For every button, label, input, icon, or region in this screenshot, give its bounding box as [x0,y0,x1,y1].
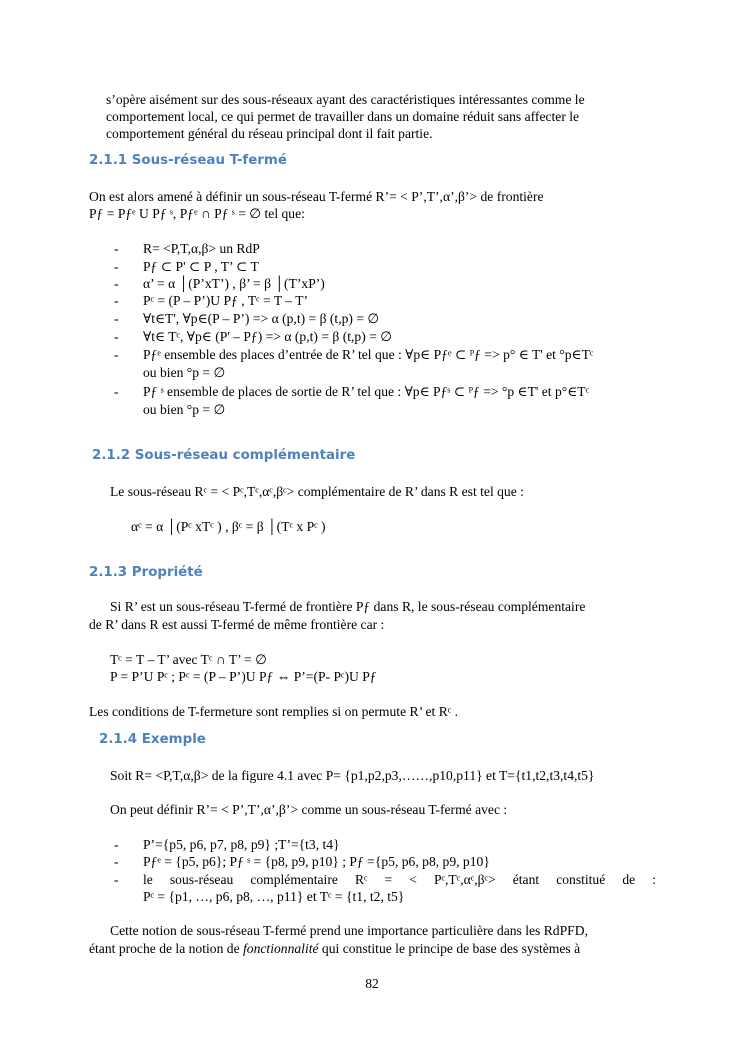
list-bullet: - [114,854,119,869]
word: Rᶜ [354,872,368,887]
list-bullet: - [114,311,119,326]
text-run: qui constitue le principe de base des systèmes à [318,941,581,956]
section-heading-2-1-4: 2.1.4 Exemple [99,732,206,747]
list-bullet: - [114,241,119,256]
list-item: R= <P,T,α,β> un RdP [143,241,260,256]
formula: αᶜ = α │(Pᶜ xTᶜ ) , βᶜ = β │(Tᶜ x Pᶜ ) [131,519,326,534]
word: complémentaire [250,872,338,887]
paragraph-line: On peut définir R’= < P’,T’,α’,β’> comme un sous-réseau T-fermé avec : [110,802,508,817]
paragraph-line: Pƒ = Pƒᵉ U Pƒ ˢ, Pƒᵉ ∩ Pƒ ˢ = ∅ tel que: [89,206,305,221]
list-item-continuation: ou bien °p = ∅ [143,365,226,380]
intro-line-2: comportement local, ce qui permet de travailler dans un domaine réduit sans affecter le [106,109,580,124]
intro-line-3: comportement général du réseau principal dont il fait partie. [106,126,433,141]
word: le [143,872,153,887]
word: constitué [556,872,606,887]
page-number: 82 [365,976,379,991]
paragraph-line: de R’ dans R est aussi T-fermé de même frontière car : [89,617,385,632]
word: = [384,872,393,887]
list-item: ∀t∈T', ∀p∈(P – P’) => α (p,t) = β (t,p) = ∅ [143,311,380,326]
list-bullet: - [114,347,119,362]
list-bullet: - [114,293,119,308]
section-heading-2-1-1: 2.1.1 Sous-réseau T-fermé [89,153,287,168]
list-bullet: - [114,872,119,887]
list-bullet: - [114,329,119,344]
list-item: α’ = α │(P’xT’) , β’ = β │(T’xP’) [143,276,325,291]
paragraph-line: On est alors amené à définir un sous-réseau T-fermé R’= < P’,T’,α’,β’> de frontière [89,189,544,204]
paragraph-line: Cette notion de sous-réseau T-fermé prend une importance particulière dans les RdPFD, [110,923,588,938]
list-item: P’={p5, p6, p7, p8, p9} ;T’={t3, t4} [143,837,340,852]
list-item: Pƒᵉ = {p5, p6}; Pƒ ˢ = {p8, p9, p10} ; Pƒ ={p5, p6, p8, p9, p10} [143,854,490,869]
list-item-continuation: ou bien °p = ∅ [143,402,226,417]
list-bullet: - [114,259,119,274]
word: de : [622,872,656,887]
word: sous-réseau [169,872,234,887]
intro-line-1: s’opère aisément sur des sous-réseaux ayant des caractéristiques intéressantes comme le [106,92,585,107]
word: étant [512,872,540,887]
formula: P = P’U Pᶜ ; Pᶜ = (P – P’)U Pƒ ⇔ P’=(P- Pᶜ)U Pƒ [110,669,377,684]
paragraph-line: Si R’ est un sous-réseau T-fermé de frontière Pƒ dans R, le sous-réseau complémentaire [110,599,586,614]
paragraph-line [89,940,580,957]
word: < [409,872,417,887]
list-item: Pƒ ⊂ P' ⊂ P , T’ ⊂ T [143,259,259,274]
list-item: ∀t∈ Tᶜ, ∀p∈ (P' – Pƒ) => α (p,t) = β (t,p) = ∅ [143,329,393,344]
formula: Tᶜ = T – T’ avec Tᶜ ∩ T’ = ∅ [110,652,267,667]
list-bullet: - [114,276,119,291]
list-bullet: - [114,384,119,399]
section-heading-2-1-3: 2.1.3 Propriété [89,565,203,580]
list-item: Pƒ ˢ ensemble de places de sortie de R’ tel que : ∀p∈ Pƒˢ ⊂ ᴾƒ => °p ∈T' et p°∈Tᶜ [143,384,590,399]
emphasis: fonctionnalité [243,941,319,956]
list-bullet: - [114,837,119,852]
list-item-justified [143,871,656,888]
paragraph-line: Soit R= <P,T,α,β> de la figure 4.1 avec P= {p1,p2,p3,……,p10,p11} et T={t1,t2,t3,t4,t5} [110,768,595,783]
list-item: Pᶜ = (P – P’)U Pƒ , Tᶜ = T – T’ [143,293,309,308]
text-run: étant proche de la notion de [89,941,244,956]
list-item: Pƒᵉ ensemble des places d’entrée de R’ tel que : ∀p∈ Pƒᵉ ⊂ ᴾƒ => p° ∈ T' et °p∈Tᶜ [143,347,594,362]
section-heading-2-1-2: 2.1.2 Sous-réseau complémentaire [92,448,356,463]
paragraph-line: Le sous-réseau Rᶜ = < Pᶜ,Tᶜ,αᶜ,βᶜ> complémentaire de R’ dans R est tel que : [110,484,524,499]
word: Pᶜ,Tᶜ,αᶜ,βᶜ> [433,872,496,887]
paragraph-line: Les conditions de T-fermeture sont remplies si on permute R’ et Rᶜ . [89,704,459,719]
list-item-continuation: Pᶜ = {p1, …, p6, p8, …, p11} et Tᶜ = {t1, t2, t5} [143,889,405,904]
